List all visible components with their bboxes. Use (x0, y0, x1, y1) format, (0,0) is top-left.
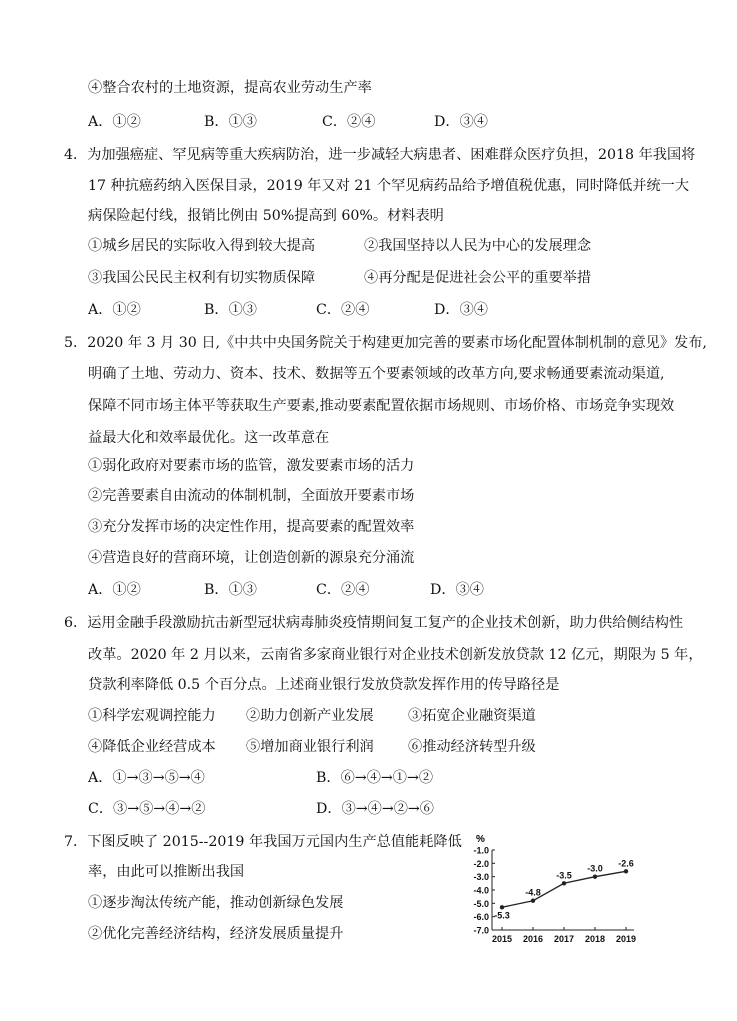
data-point (500, 905, 504, 909)
q6-stem-line-2: 改革。2020 年 2 月以来，云南省多家商业银行对企业技术创新发放贷款 12 亿元，期限为 5 年， (88, 647, 703, 663)
data-label: -2.6 (618, 858, 634, 869)
q5-item-3: ③充分发挥市场的决定性作用，提高要素的配置效率 (88, 519, 415, 535)
y-tick-label: -7.0 (473, 925, 489, 936)
q6-item-2: ②助力创新产业发展 (246, 708, 374, 724)
x-tick-label: 2018 (584, 934, 606, 944)
q6-option-d: D．③→④→②→⑥ (316, 801, 434, 817)
data-point (562, 881, 566, 885)
q4-option-c: C．②④ (316, 302, 370, 318)
y-tick-label: -2.0 (473, 858, 489, 869)
q7-item-2: ②优化完善经济结构，经济发展质量提升 (88, 926, 344, 942)
q3-option-d: D．③④ (434, 114, 488, 130)
y-tick-label: -1.0 (473, 845, 489, 856)
data-label: -3.5 (556, 870, 572, 881)
data-label: -5.3 (494, 910, 510, 921)
q5-option-a: A．①② (88, 582, 141, 598)
q5-option-d: D．③④ (430, 582, 484, 598)
x-tick-label: 2019 (615, 934, 637, 944)
q5-option-b: B．①③ (204, 582, 257, 598)
q7-item-1: ①逐步淘汰传统产能，推动创新绿色发展 (88, 895, 344, 911)
data-label: -4.8 (525, 887, 541, 898)
q3-option-a: A．①② (88, 114, 141, 130)
chart-axes (492, 850, 634, 930)
energy-consumption-line-chart (462, 828, 642, 946)
q5-stem-line-2: 明确了土地、劳动力、资本、技术、数据等五个要素领域的改革方向,要求畅通要素流动渠道, (88, 366, 665, 382)
q4-stem-line-2: 17 种抗癌药纳入医保目录，2019 年又对 21 个罕见病药品给予增值税优惠，同时降低并统一大 (88, 178, 690, 194)
q6-item-3: ③拓宽企业融资渠道 (408, 708, 536, 724)
q4-stem-line-3: 病保险起付线，报销比例由 50%提高到 60%。材料表明 (88, 208, 444, 224)
x-tick-label: 2016 (522, 934, 544, 944)
q4-item-4: ④再分配是促进社会公平的重要举措 (364, 270, 592, 286)
q7-stem-line-1: 7．下图反映了 2015--2019 年我国万元国内生产总值能耗降低 (64, 834, 462, 850)
q6-option-c: C．③→⑤→④→② (88, 801, 206, 817)
q5-stem-line-4: 益最大化和效率最优化。这一改革意在 (88, 430, 330, 446)
data-label: -3.0 (587, 863, 603, 874)
data-point (593, 874, 597, 878)
data-labels (494, 858, 634, 920)
q3-item-4: ④整合农村的土地资源，提高农业劳动生产率 (88, 80, 372, 96)
q4-item-3: ③我国公民民主权利有切实物质保障 (88, 270, 316, 286)
q3-option-c: C．②④ (322, 114, 376, 130)
data-point (531, 898, 535, 902)
q3-option-b: B．①③ (204, 114, 257, 130)
q6-stem-line-3: 贷款利率降低 0.5 个百分点。上述商业银行发放贷款发挥作用的传导路径是 (88, 677, 560, 693)
q4-option-a: A．①② (88, 302, 141, 318)
q6-stem-line-1: 6．运用金融手段激励抗击新型冠状病毒肺炎疫情期间复工复产的企业技术创新，助力供给侧结构性 (64, 615, 684, 631)
y-tick-label: -3.0 (473, 872, 489, 883)
q5-option-c: C．②④ (316, 582, 370, 598)
x-tick-label: 2015 (491, 934, 513, 944)
q6-item-5: ⑤增加商业银行利润 (246, 739, 374, 755)
y-tick-label: -6.0 (473, 912, 489, 923)
q6-item-6: ⑥推动经济转型升级 (408, 739, 536, 755)
data-point (624, 869, 628, 873)
q5-item-2: ②完善要素自由流动的体制机制，全面放开要素市场 (88, 488, 415, 504)
q4-option-b: B．①③ (204, 302, 257, 318)
q6-item-4: ④降低企业经营成本 (88, 739, 216, 755)
q4-item-2: ②我国坚持以人民为中心的发展理念 (364, 238, 592, 254)
y-axis-unit-label: % (476, 834, 485, 845)
q5-item-4: ④营造良好的营商环境，让创造创新的源泉充分涌流 (88, 550, 415, 566)
x-tick-label: 2017 (553, 934, 575, 944)
y-tick-labels (473, 846, 489, 936)
y-tick-label: -5.0 (473, 898, 489, 909)
x-tick-labels (492, 934, 636, 944)
q4-stem-line-1: 4．为加强癌症、罕见病等重大疾病防治，进一步减轻大病患者、困难群众医疗负担，2018 年我国将 (64, 147, 696, 163)
q5-stem-line-3: 保障不同市场主体平等获取生产要素,推动要素配置依据市场规则、市场价格、市场竞争实现效 (88, 398, 675, 414)
q7-stem-line-2: 率，由此可以推断出我国 (88, 864, 245, 880)
y-tick-label: -4.0 (473, 885, 489, 896)
q4-item-1: ①城乡居民的实际收入得到较大提高 (88, 238, 316, 254)
q5-item-1: ①弱化政府对要素市场的监管，激发要素市场的活力 (88, 458, 415, 474)
q6-item-1: ①科学宏观调控能力 (88, 708, 216, 724)
q5-stem-line-1: 5．2020 年 3 月 30 日,《中共中央国务院关于构建更加完善的要素市场化配置体制机制的意见》发布, (64, 335, 707, 351)
q6-option-a: A．①→③→⑤→④ (88, 770, 205, 786)
q4-option-d: D．③④ (434, 302, 488, 318)
q6-option-b: B．⑥→④→①→② (316, 770, 434, 786)
